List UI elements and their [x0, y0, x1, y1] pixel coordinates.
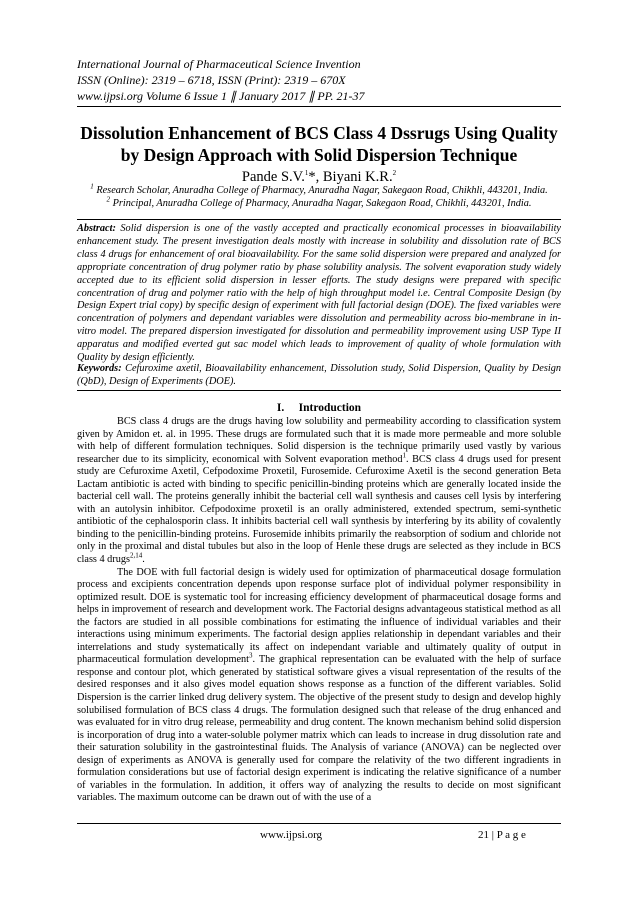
- abstract-bottom-rule: [77, 390, 561, 391]
- citation: 3: [249, 651, 253, 660]
- paragraph-text: .: [142, 554, 145, 566]
- header-divider: [77, 106, 561, 107]
- paper-title: Dissolution Enhancement of BCS Class 4 Dssrugs Using Quality by Design Approach with Solid Dispersion Technique: [80, 123, 558, 165]
- citation: 1: [402, 451, 406, 460]
- section-heading: [77, 401, 561, 415]
- author-name: Biyani K.R.: [322, 169, 393, 185]
- author-affil-marker: 1: [304, 169, 309, 178]
- section-number: I.: [276, 402, 285, 414]
- keywords: [77, 363, 561, 389]
- author-line: [77, 168, 561, 186]
- body-paragraph: [77, 567, 561, 805]
- footer-divider: [77, 823, 561, 824]
- keywords-text: Cefuroxime axetil, Bioavailability enhancement, Dissolution study, Solid Dispersion, Quality by Design (QbD), Design of Experiments (DOE).: [77, 363, 561, 387]
- abstract-top-rule: [77, 219, 561, 220]
- paragraph-text: BCS class 4 drugs are the drugs having low solubility and permeability according to classification system given by Amidon et. al. in 1995. These drugs are formulated such that it is made more permeable and more soluble with help of different formulation techniques. Solid dispersion is the technique primarily used vastly by various researcher due to its simplicity, economical with Solvent evaporation method: [77, 416, 561, 465]
- affiliation: [60, 182, 578, 198]
- body-paragraph: [77, 416, 561, 567]
- journal-volume-line: www.ijpsi.org Volume 6 Issue 1 ∥ January 2017 ∥ PP. 21-37: [77, 89, 365, 103]
- affiliation-marker: 2: [106, 195, 110, 204]
- affiliations: [60, 182, 578, 210]
- footer-url: www.ijpsi.org: [260, 829, 323, 841]
- abstract: [77, 223, 561, 365]
- affiliation-text: Principal, Anuradha College of Pharmacy, Anuradha Nagar, Sakegaon Road, Chikhli, 443201, India.: [110, 197, 532, 209]
- journal-issn: ISSN (Online): 2319 – 6718, ISSN (Print): 2319 – 670X: [77, 73, 346, 87]
- journal-name: International Journal of Pharmaceutical Science Invention: [77, 57, 361, 71]
- corresponding-marker: *,: [308, 169, 323, 185]
- citation: 2,14: [129, 551, 143, 560]
- page-number: 21 | P a g e: [478, 829, 526, 841]
- affiliation: [60, 195, 578, 211]
- body-text: [77, 416, 561, 805]
- keywords-label: Keywords:: [77, 363, 122, 374]
- abstract-label: Abstract:: [77, 223, 116, 234]
- paragraph-text: The DOE with full factorial design is widely used for optimization of pharmaceutical dosage formulation process and excipients concentration depends upon response surface plot of individual polymer responsibility in optimized result. DOE is systematic tool for increasing efficiency development of pharmaceutical dosage forms and helps in improvement of research and development work. The Factorial designs advantageous statistical method as all the factors are studied in all possible combinations for estimating the influence of individual variables and their interactions using minimum experiments. The factorial design applies relationship in dependant variables and their interrelations and study systematically its affect on independant variable and ultimately quality of output in pharmaceutical formulation development: [77, 566, 561, 666]
- paragraph-text: . The graphical representation can be evaluated with the help of surface response and contour plot, which generated by statistical software gives a visual representation of the results of the desired responses and it also gives model equation shows response as a function of the different variables. Solid Dispersion is the carrier linked drug delivery system. The objective of the present study to design and develop highly solubilised formulation of BCS class 4 drugs. The formulation designed such that release of the drug enhanced and was evaluated for in vitro drug release, permeability and drug content. The known mechanism behind solid dispersion is incorporation of drug into a water-soluble polymer matrix which can leads to increase in drug dissolution rate and their saturation solubility in the gastrointestinal fluids. The Analysis of variance (ANOVA) can be neglected over design of experiments as ANOVA is generally used for compare the relativity of the two different ingradients in formulation considerations but use of factorial design experiment is indicating the relative significance of a number of variables in the formulation. In addition, it offers way of analyzing the results to decide on most significant variables. The maximum outcome can be drawn out of with the use of a: [77, 654, 561, 804]
- paragraph-text: . BCS class 4 drugs used for present study are Cefuroxime Axetil, Cefpodoxime Proxetil, Furosemide. Cefuroxime Axetil is the second generation Beta Lactam antibiotic is acted with binding to specific penicillin-binding proteins which are generally located inside the bacterial cell wall. The proteins generally inhibit the bacterial cell wall synthesis and causes cell lysis by interfering with an autolysin inhibitor. Cefpodoxime proxetil is an orally administered, extended spectrum, semi-synthetic antibiotic of the cephalosporin class. It inhibits bacterial cell wall synthesis by interfering by its ability of covalently binding to the penicillin-binding proteins. Furosemide inhibits primarily the reabsorption of sodium and chloride not only in the proximal and distal tubules but also in the loop of Henle these drugs are selected as they include in BCS class 4 drugs: [77, 453, 561, 566]
- abstract-text: Solid dispersion is one of the vastly accepted and practically economical processes in bioavailability enhancement study. The present investigation deals mostly with increase in solubility and dissolution rate of BCS class 4 drugs for enhancement of oral bioavailability. For the same solid dispersion were prepared and analyzed for appropriate concentration of drug polymer ratio by phase solubility analysis. The solvent evaporation study widely accepted due to its efficient solid dispersion in lesser efforts. The study designs were prepared with specific concentration of drug and polymer ratio with the help of high throughput model i.e. Central Composite Design (by Design Expert trial copy) by specific design of experiment with full factorial design (DOE). The fixed variables were concentration of polymers and dependant variables were dissolution and permeability across bio-membrane in in-vitro model. The prepared dispersion investigated for dissolution and permeability improvement using USP Type II apparatus and modified everted gut sac model which leads to improvement of quality of whole formulation with Quality by design efficiently.: [77, 223, 561, 364]
- author-affil-marker: 2: [392, 169, 397, 178]
- journal-header: [77, 56, 567, 104]
- author-name: Pande S.V.: [241, 169, 305, 185]
- affiliation-marker: 1: [90, 182, 94, 191]
- section-title: Introduction: [298, 402, 362, 414]
- affiliation-text: Research Scholar, Anuradha College of Pharmacy, Anuradha Nagar, Sakegaon Road, Chikhli, 443201, India.: [93, 185, 548, 196]
